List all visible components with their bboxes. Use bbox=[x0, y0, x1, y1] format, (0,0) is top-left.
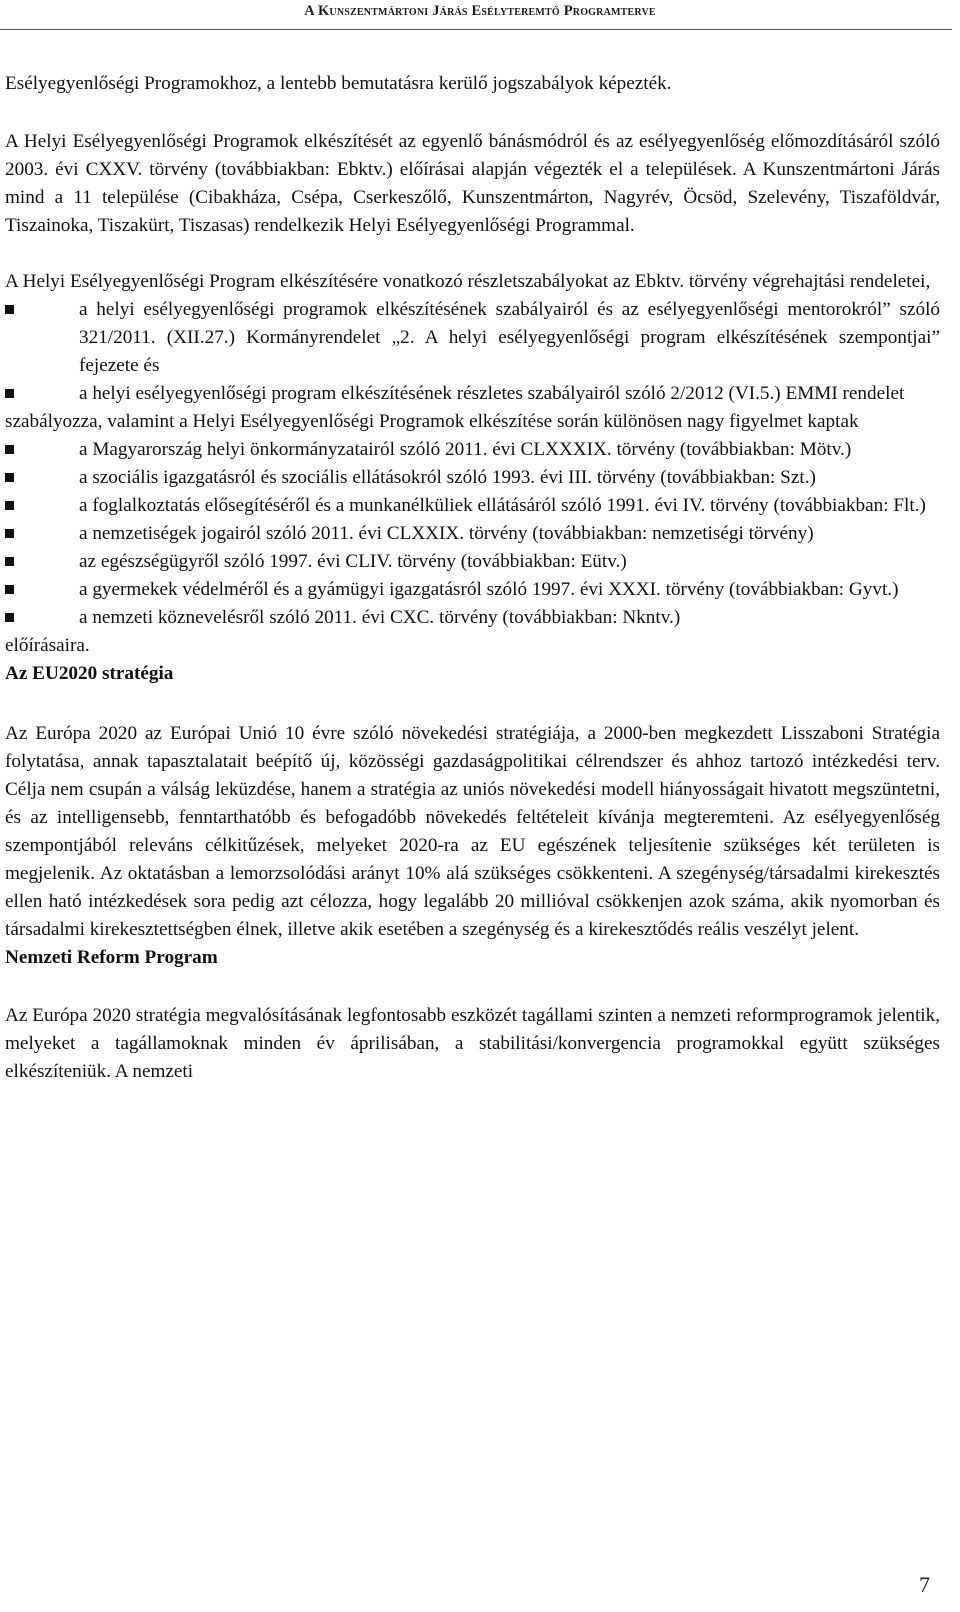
intro-paragraph-1: Esélyegyenlőségi Programokhoz, a lentebb bemutatásra kerülő jogszabályok képezték. bbox=[5, 73, 672, 94]
decree-list-item-text: a helyi esélyegyenlőségi program elkészítésének részletes szabályairól szóló 2/2012 (VI.5.) EMMI rendelet bbox=[79, 383, 905, 404]
law-list-item bbox=[5, 520, 940, 548]
square-bullet-icon bbox=[5, 445, 14, 454]
square-bullet-icon bbox=[5, 529, 14, 538]
page-number: 7 bbox=[919, 1572, 930, 1597]
square-bullet-icon bbox=[5, 613, 14, 622]
header-rule bbox=[0, 29, 952, 30]
law-list-item-text: a nemzeti köznevelésről szóló 2011. évi CXC. törvény (továbbiakban: Nkntv.) bbox=[79, 607, 681, 628]
square-bullet-icon bbox=[5, 389, 14, 398]
intro-paragraph-3: A Helyi Esélyegyenlőségi Program elkészítésére vonatkozó részletszabályokat az Ebktv. törvény végrehajtási rendeletei, bbox=[5, 271, 931, 292]
law-list-item bbox=[5, 436, 940, 464]
page-content bbox=[5, 70, 940, 1086]
nrp-paragraph: Az Európa 2020 stratégia megvalósításának legfontosabb eszközét tagállami szinten a nemzeti reformprogramok jelentik, melyeket a tagállamoknak minden év áprilisában, a stabilitási/konvergencia programokkal együtt szükséges elkészíteniük. A nemzeti bbox=[5, 1005, 940, 1082]
law-list-item-text: a szociális igazgatásról és szociális ellátásokról szóló 1993. évi III. törvény (továbbiakban: Szt.) bbox=[79, 467, 816, 488]
law-list-item bbox=[5, 576, 940, 604]
square-bullet-icon bbox=[5, 305, 14, 314]
law-list bbox=[5, 436, 940, 632]
decree-list-item bbox=[5, 296, 940, 380]
eu2020-heading: Az EU2020 stratégia bbox=[5, 663, 174, 684]
nrp-heading: Nemzeti Reform Program bbox=[5, 947, 218, 968]
decree-list bbox=[5, 296, 940, 408]
square-bullet-icon bbox=[5, 557, 14, 566]
regulates-paragraph: szabályozza, valamint a Helyi Esélyegyenlőségi Programok elkészítése során különösen nagy figyelmet kaptak bbox=[5, 411, 859, 432]
law-list-item bbox=[5, 492, 940, 520]
law-list-item-text: az egészségügyről szóló 1997. évi CLIV. törvény (továbbiakban: Eütv.) bbox=[79, 551, 627, 572]
law-list-item bbox=[5, 604, 940, 632]
decree-list-item-text: a helyi esélyegyenlőségi programok elkészítésének szabályairól és az esélyegyenlőségi mentorokról” szóló 321/2011. (XII.27.) Kormányrendelet „2. A helyi esélyegyenlőségi program elkészítésének szempontjai” fejezete és bbox=[79, 299, 940, 376]
provisions-paragraph: előírásaira. bbox=[5, 635, 90, 656]
law-list-item-text: a nemzetiségek jogairól szóló 2011. évi CLXXIX. törvény (továbbiakban: nemzetiségi törvény) bbox=[79, 523, 814, 544]
law-list-item-text: a foglalkoztatás elősegítéséről és a munkanélküliek ellátásáról szóló 1991. évi IV. törvény (továbbiakban: Flt.) bbox=[79, 495, 926, 516]
square-bullet-icon bbox=[5, 501, 14, 510]
square-bullet-icon bbox=[5, 585, 14, 594]
decree-list-item bbox=[5, 380, 940, 408]
intro-paragraph-2: A Helyi Esélyegyenlőségi Programok elkészítését az egyenlő bánásmódról és az esélyegyenlőség előmozdításáról szóló 2003. évi CXXV. törvény (továbbiakban: Ebktv.) előírásai alapján végezték el a települések. A Kunszentmártoni Járás mind a 11 települése (Cibakháza, Csépa, Cserkeszőlő, Kunszentmárton, Nagyrév, Öcsöd, Szelevény, Tiszaföldvár, Tiszainoka, Tiszakürt, Tiszasas) rendelkezik Helyi Esélyegyenlőségi Programmal. bbox=[5, 131, 940, 236]
square-bullet-icon bbox=[5, 473, 14, 482]
law-list-item bbox=[5, 464, 940, 492]
running-header: A Kunszentmártoni Járás Esélyteremtő Programterve bbox=[304, 3, 656, 19]
eu2020-paragraph: Az Európa 2020 az Európai Unió 10 évre szóló növekedési stratégiája, a 2000-ben megkezdett Lisszaboni Stratégia folytatása, annak tapasztalatait beépítő új, közösségi gazdaságpolitikai célrendszer és ahhoz tartozó intézkedési terv. Célja nem csupán a válság leküzdése, hanem a stratégia az uniós növekedési modell hiányosságait hivatott megszüntetni, és az intelligensebb, fenntarthatóbb és befogadóbb növekedés feltételeit kívánja megteremteni. Az esélyegyenlőség szempontjából releváns célkitűzések, melyeket 2020-ra az EU egészének teljesítenie szükséges két területen is megjelenik. Az oktatásban a lemorzsolódási arányt 10% alá szükséges csökkenteni. A szegénység/társadalmi kirekesztés ellen ható intézkedések sora pedig azt célozza, hogy legalább 20 millióval csökkenjen azok száma, akik nyomorban és társadalmi kirekesztettségben élnek, illetve akik esetében a szegénység és a kirekesztődés reális veszélyt jelent. bbox=[5, 723, 940, 940]
law-list-item-text: a gyermekek védelméről és a gyámügyi igazgatásról szóló 1997. évi XXXI. törvény (továbbiakban: Gyvt.) bbox=[79, 579, 899, 600]
law-list-item bbox=[5, 548, 940, 576]
law-list-item-text: a Magyarország helyi önkormányzatairól szóló 2011. évi CLXXXIX. törvény (továbbiakban: Mötv.) bbox=[79, 439, 852, 460]
